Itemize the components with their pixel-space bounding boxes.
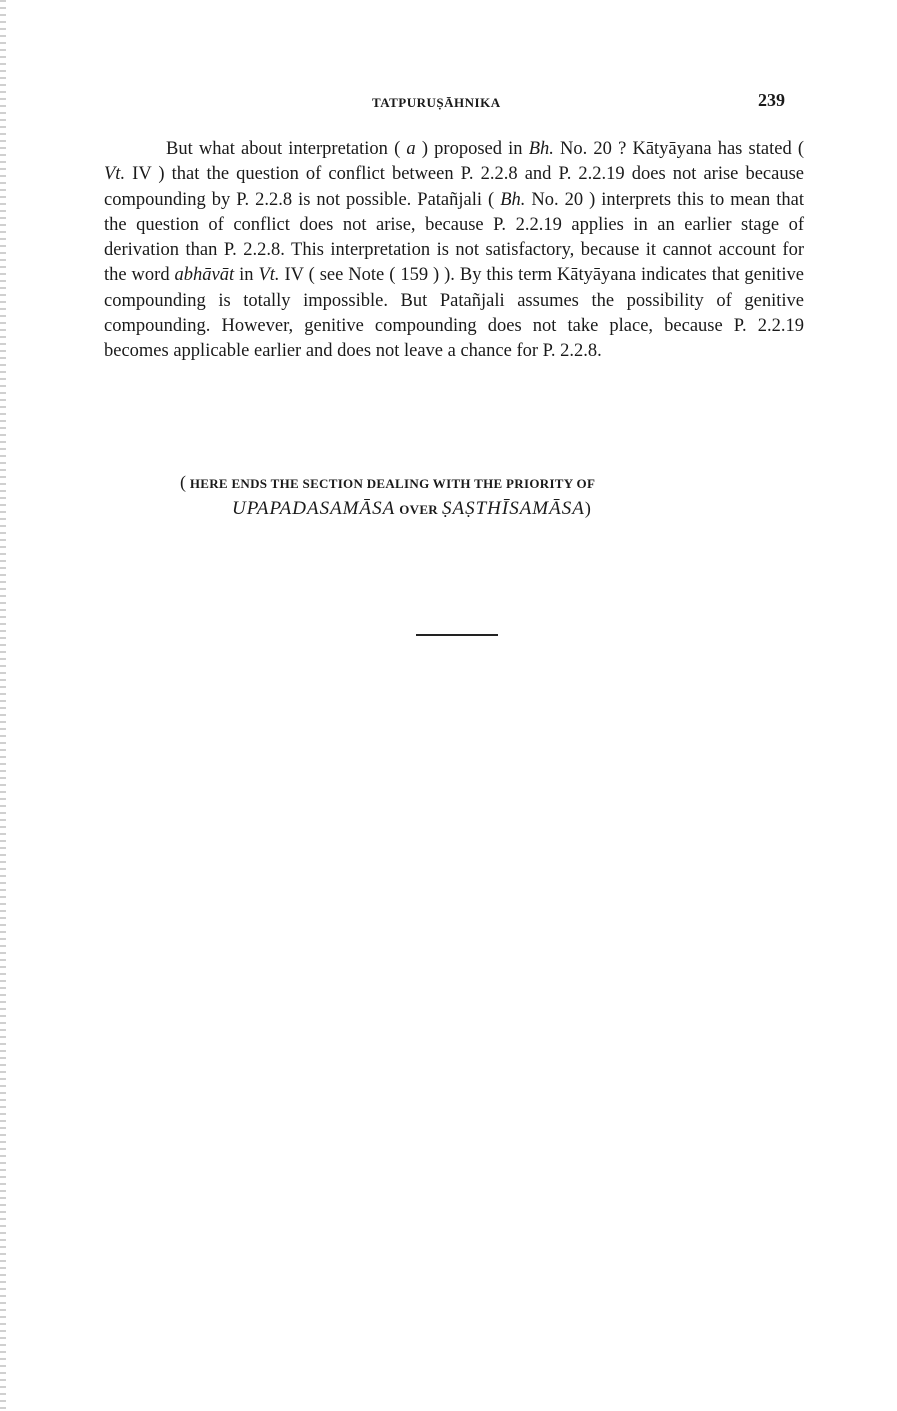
section-over: OVER: [399, 502, 438, 517]
close-paren: ): [584, 498, 592, 518]
end-rule: [416, 634, 498, 636]
page-number: 239: [758, 90, 785, 110]
text-run: IV ) that the question of conflict between P. 2.2.8 and P. 2.2.19 does not arise because compounding by P. 2.2.8 is not possible. Patañjali (: [104, 164, 804, 210]
text-run: No. 20 ? Kātyāyana has stated (: [553, 139, 805, 159]
section-end-note: [180, 470, 740, 522]
italic-run: Vt.: [258, 265, 280, 286]
text-run: But what about interpretation (: [166, 139, 407, 159]
text-run: IV ( see Note ( 159 ) ). By this term Kātyāyana indicates that genitive compounding is totally impossible. But Patañjali assumes the possibility of genitive compounding. However, genitive compounding does not take place, because P. 2.2.19 becomes applicable earlier and does not leave a chance for P. 2.2.8.: [104, 265, 804, 362]
italic-run: Vt.: [104, 164, 126, 185]
italic-run: a: [406, 139, 416, 159]
section-title-a: UPAPADASAMĀSA: [232, 498, 396, 519]
text-run: in: [234, 265, 259, 286]
italic-run: Bh.: [500, 189, 526, 210]
italic-run: abhāvāt: [174, 265, 235, 286]
section-end-line-1: [180, 470, 740, 496]
italic-run: Bh.: [528, 139, 554, 159]
section-end-text: HERE ENDS THE SECTION DEALING WITH THE PRIORITY OF: [186, 476, 596, 491]
section-title-b: ṢAṢTHĪSAMĀSA: [441, 498, 585, 519]
body-paragraph: [104, 137, 804, 365]
scan-edge-shadow: [0, 0, 6, 1411]
running-head: TATPURUṢĀHNIKA: [372, 95, 501, 110]
text-run: ) proposed in: [415, 139, 529, 159]
text-run: No. 20 ) interprets this to mean that the question of conflict does not arise, because P. 2.2.19 applies in an earlier stage of derivation than P. 2.2.8. This interpretation is not satisfactory, because it cannot account for the word: [104, 189, 804, 286]
section-end-line-2: [180, 496, 740, 522]
open-paren: (: [180, 472, 187, 492]
